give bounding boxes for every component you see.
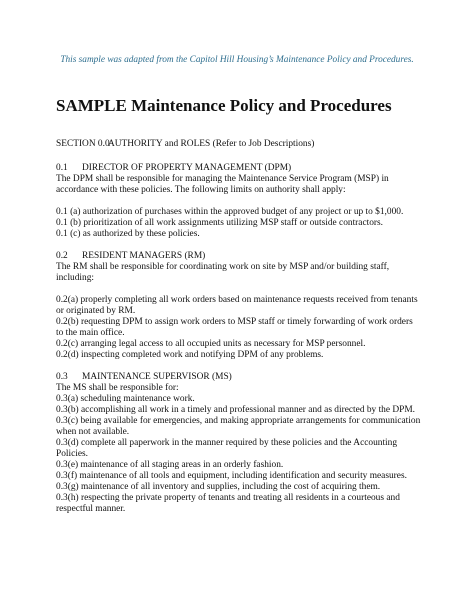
ms-item-b: 0.3(b) accomplishing all work in a timely and professional manner and as directed by the DPM.: [56, 405, 416, 415]
ms-intro: The MS shall be responsible for:: [56, 383, 179, 393]
dpm-intro-line-2: accordance with these policies. The following limits on authority shall apply:: [56, 185, 346, 195]
rm-item-a-line-1: 0.2(a) properly completing all work orders based on maintenance requests received from tenants: [56, 295, 418, 305]
ms-item-h-line-1: 0.3(h) respecting the private property of tenants and treating all residents in a courteous and: [56, 493, 400, 503]
ms-item-e: 0.3(e) maintenance of all staging areas in an orderly fashion.: [56, 460, 284, 470]
rm-item-b-line-1: 0.2(b) requesting DPM to assign work orders to MSP staff or timely forwarding of work orders: [56, 317, 413, 327]
ms-item-d-line-1: 0.3(d) complete all paperwork in the manner required by these policies and the Accounting: [56, 438, 398, 448]
ms-item-c-line-1: 0.3(c) being available for emergencies, and making appropriate arrangements for communication: [56, 416, 421, 426]
adaptation-note: This sample was adapted from the Capitol Hill Housing’s Maintenance Policy and Procedures.: [60, 55, 414, 65]
rm-item-b-line-2: to the main office.: [56, 328, 125, 338]
ms-item-c-line-2: when not available.: [56, 427, 130, 437]
ms-item-a: 0.3(a) scheduling maintenance work.: [56, 394, 195, 404]
rm-item-a-line-2: or originated by RM.: [56, 306, 136, 316]
rm-number: 0.2: [56, 251, 68, 261]
dpm-item-c: 0.1 (c) as authorized by these policies.: [56, 229, 200, 239]
section-number: SECTION 0.0: [56, 139, 110, 149]
ms-item-h-line-2: respectful manner.: [56, 504, 126, 514]
ms-item-f: 0.3(f) maintenance of all tools and equipment, including identification and security measures.: [56, 471, 407, 481]
dpm-intro-line-1: The DPM shall be responsible for managing the Maintenance Service Program (MSP) in: [56, 174, 389, 184]
rm-item-d: 0.2(d) inspecting completed work and notifying DPM of any problems.: [56, 350, 324, 360]
rm-intro-line-2: including:: [56, 273, 95, 283]
rm-item-c: 0.2(c) arranging legal access to all occupied units as necessary for MSP personnel.: [56, 339, 366, 349]
ms-item-g: 0.3(g) maintenance of all inventory and supplies, including the cost of acquiring them.: [56, 482, 381, 492]
dpm-item-b: 0.1 (b) prioritization of all work assignments utilizing MSP staff or outside contractors.: [56, 218, 384, 228]
dpm-item-a: 0.1 (a) authorization of purchases within the approved budget of any project or up to $1,000.: [56, 207, 404, 217]
document-title: SAMPLE Maintenance Policy and Procedures: [56, 96, 392, 115]
rm-intro-line-1: The RM shall be responsible for coordinating work on site by MSP and/or building staff,: [56, 262, 390, 272]
ms-item-d-line-2: Policies.: [56, 449, 89, 459]
ms-number: 0.3: [56, 372, 68, 382]
dpm-heading: DIRECTOR OF PROPERTY MANAGEMENT (DPM): [82, 163, 292, 173]
ms-heading: MAINTENANCE SUPERVISOR (MS): [82, 372, 232, 382]
section-heading: AUTHORITY and ROLES (Refer to Job Descriptions): [108, 139, 315, 149]
dpm-number: 0.1: [56, 163, 68, 173]
rm-heading: RESIDENT MANAGERS (RM): [82, 251, 206, 261]
